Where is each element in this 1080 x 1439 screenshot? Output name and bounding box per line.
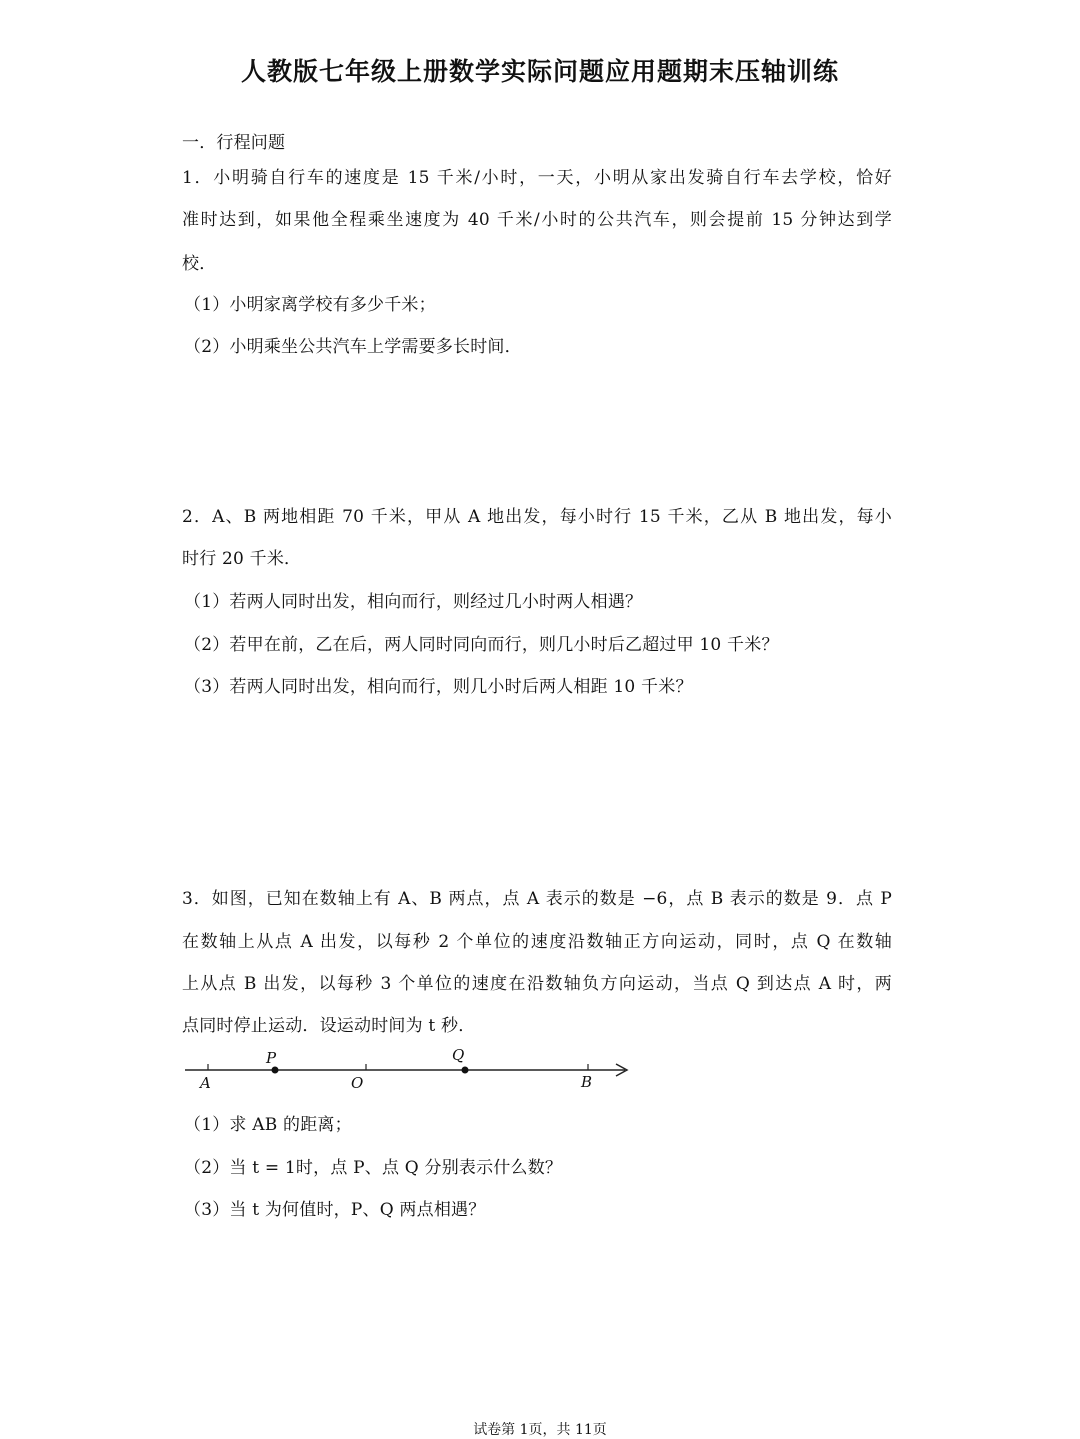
section-heading: 一．行程问题 [182,133,286,153]
label-a: A [200,1074,211,1092]
q2-line-1: 2．A、B 两地相距 70 千米，甲从 A 地出发，每小时行 15 千米，乙从 B 地出发，每小 [182,507,892,527]
label-p: P [266,1049,277,1067]
q3-sub-3: （3）当 t 为何值时，P、Q 两点相遇？ [184,1200,486,1220]
point-p [272,1067,279,1074]
label-o: O [351,1074,364,1092]
q3-line-4: 点同时停止运动．设运动时间为 t 秒． [182,1016,476,1036]
label-q: Q [452,1046,465,1064]
q2-line-2: 时行 20 千米． [182,549,302,569]
number-line-figure [180,1044,640,1096]
q3-sub-2: （2）当 t = 1时，点 P、点 Q 分别表示什么数？ [184,1158,563,1178]
q3-line-1: 3．如图，已知在数轴上有 A、B 两点，点 A 表示的数是 −6，点 B 表示的数是 9．点 P [182,889,892,909]
page-footer: 试卷第 1页，共 11页 [473,1422,607,1438]
q1-line-3: 校． [182,254,217,274]
q1-sub-1: （1）小明家离学校有多少千米； [184,295,436,315]
q2-sub-3: （3）若两人同时出发，相向而行，则几小时后两人相距 10 千米？ [184,677,693,697]
point-q [462,1067,469,1074]
page-title: 人教版七年级上册数学实际问题应用题期末压轴训练 [240,57,839,86]
q1-line-2: 准时达到，如果他全程乘坐速度为 40 千米/小时的公共汽车，则会提前 15 分钟达到学 [182,210,892,230]
q2-sub-1: （1）若两人同时出发，相向而行，则经过几小时两人相遇？ [184,592,643,612]
q2-sub-2: （2）若甲在前，乙在后，两人同时同向而行，则几小时后乙超过甲 10 千米？ [184,635,779,655]
q3-sub-1: （1）求 AB 的距离； [184,1115,352,1135]
q1-sub-2: （2）小明乘坐公共汽车上学需要多长时间． [184,337,522,357]
label-b: B [581,1073,593,1091]
q3-line-3: 上从点 B 出发，以每秒 3 个单位的速度在沿数轴负方向运动，当点 Q 到达点 A 时，两 [182,974,892,994]
q3-line-2: 在数轴上从点 A 出发，以每秒 2 个单位的速度沿数轴正方向运动，同时，点 Q 在数轴 [182,932,892,952]
q1-line-1: 1．小明骑自行车的速度是 15 千米/小时，一天，小明从家出发骑自行车去学校，恰好 [182,168,892,188]
